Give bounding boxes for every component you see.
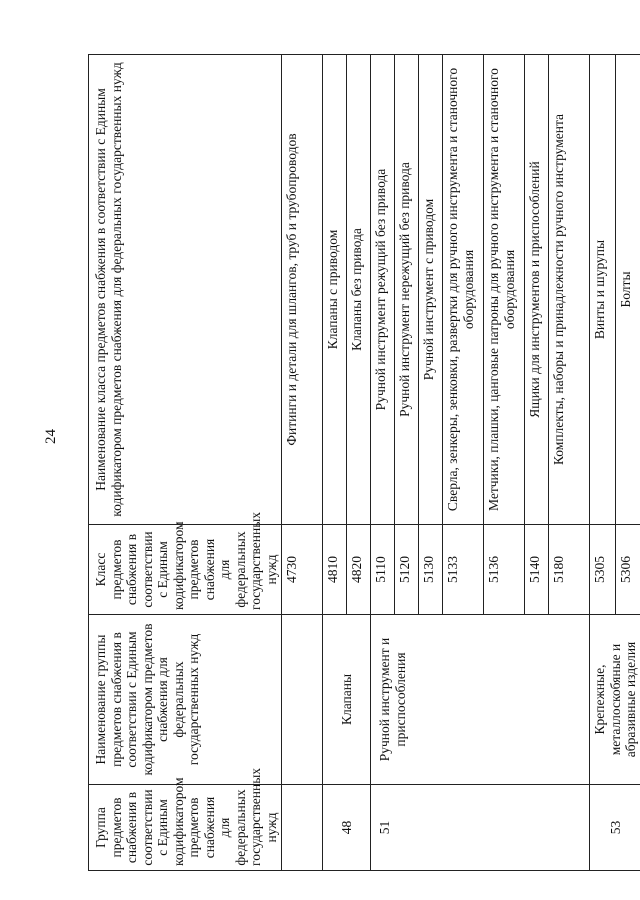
- class-name-cell: Метчики, плашки, цанговые патроны для ручного инструмента и станочного оборудования: [484, 55, 525, 525]
- header-class: Класс предметов снабжения в соответствии с Единым кодификатором предметов снабжения для федеральных государственных нужд: [89, 525, 282, 615]
- table-row: [323, 55, 347, 871]
- class-code-cell: 5136: [484, 525, 525, 615]
- group-cell: 53: [590, 785, 640, 871]
- class-name-cell: Ручной инструмент режущий без привода: [371, 55, 395, 525]
- group-name-cell: [282, 615, 323, 785]
- class-name-cell: Клапаны с приводом: [323, 55, 347, 525]
- class-code-cell: 5140: [525, 525, 549, 615]
- class-name-cell: Ящики для инструментов и приспособлений: [525, 55, 549, 525]
- table-row: [590, 55, 616, 871]
- class-code-cell: 5120: [395, 525, 419, 615]
- class-code-cell: 5305: [590, 525, 616, 615]
- class-code-cell: 5306: [615, 525, 640, 615]
- class-code-cell: 4820: [347, 525, 371, 615]
- class-name-cell: Ручной инструмент с приводом: [419, 55, 443, 525]
- table-header-row: [89, 55, 282, 871]
- group-name-cell: Крепежные, металлоскобяные и абразивные изделия: [590, 615, 640, 785]
- header-group-name: Наименование группы предметов снабжения в соответствии с Единым кодификатором предметов снабжения для федеральных государственных нужд: [89, 615, 282, 785]
- group-name-cell: Клапаны: [323, 615, 371, 785]
- group-name-cell: Ручной инструмент и приспособления: [371, 615, 590, 785]
- class-name-cell: Фитинги и детали для шлангов, труб и трубопроводов: [282, 55, 323, 525]
- class-code-cell: 5110: [371, 525, 395, 615]
- class-code-cell: 4730: [282, 525, 323, 615]
- group-cell: 51: [371, 785, 590, 871]
- group-cell: [282, 785, 323, 871]
- header-group: Группа предметов снабжения в соответствии с Единым кодификатором предметов снабжения для федеральных государственных нужд: [89, 785, 282, 871]
- class-name-cell: Ручной инструмент нережущий без привода: [395, 55, 419, 525]
- class-name-cell: Клапаны без привода: [347, 55, 371, 525]
- group-cell: 48: [323, 785, 371, 871]
- page-number: 24: [43, 429, 59, 444]
- class-code-cell: 5133: [443, 525, 484, 615]
- class-name-cell: Винты и шурупы: [590, 55, 616, 525]
- class-name-cell: Болты: [615, 55, 640, 525]
- class-name-cell: Сверла, зенкеры, зенковки, развертки для ручного инструмента и станочного оборудования: [443, 55, 484, 525]
- class-code-cell: 5130: [419, 525, 443, 615]
- class-code-cell: 5180: [549, 525, 590, 615]
- header-class-name: Наименование класса предметов снабжения в соответствии с Единым кодификатором предметов снабжения для федеральных государственных нужд: [89, 55, 282, 525]
- rotated-table-wrapper: [88, 55, 639, 871]
- table-row: [371, 55, 395, 871]
- class-name-cell: Комплекты, наборы и принадлежности ручного инструмента: [549, 55, 590, 525]
- class-code-cell: 4810: [323, 525, 347, 615]
- supply-classes-table: [88, 54, 640, 871]
- table-row: [282, 55, 323, 871]
